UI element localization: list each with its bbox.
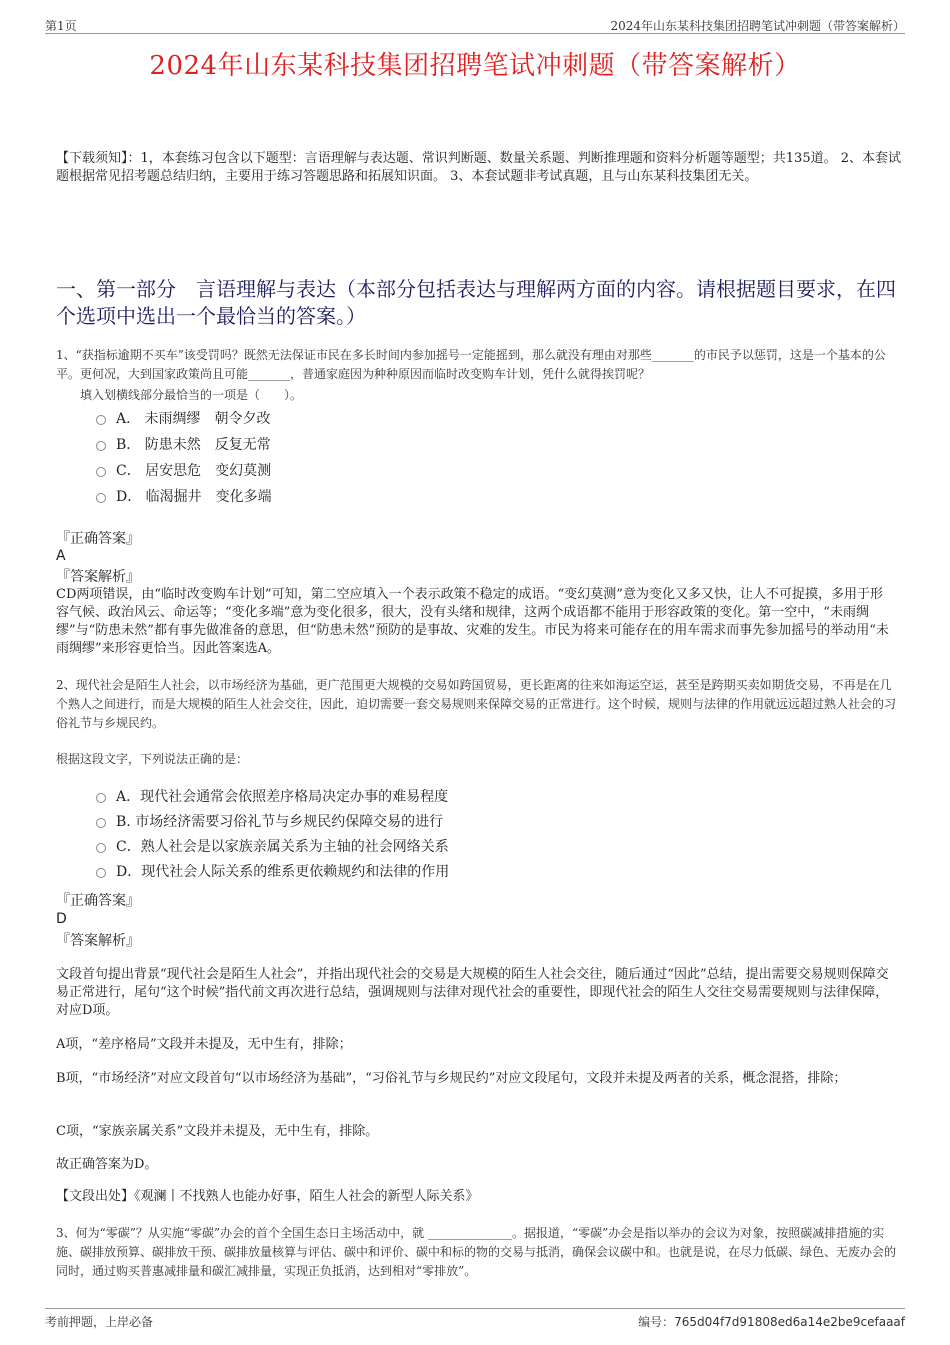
q1-option-c[interactable]: C． 居安思危 变幻莫测	[96, 462, 271, 480]
radio-icon[interactable]	[96, 493, 106, 503]
q1-analysis: CD两项错误，由“临时改变购车计划”可知，第二空应填入一个表示政策不稳定的成语。“变幻莫测”意为变化又多又快，让人不可捉摸，多用于形容气候、政治风云、命运等；“变化多端”意为变化很多，很大，没有头绪和规律，这两个成语都不能用于形容政策的变化。第一空中，“未雨绸缪”与“防患未然”都有事先做准备的意思，但“防患未然”预防的是事故、灾难的发生。市民为将来可能存在的用车需求而事先参加摇号的举动用“未雨绸缪”来形容更恰当。因此答案选A。	[56, 587, 889, 656]
header-divider	[45, 33, 905, 34]
q1-option-d[interactable]: D． 临渴掘井 变化多端	[96, 488, 272, 506]
header-doc-title: 2024年山东某科技集团招聘笔试冲刺题（带答案解析）	[610, 19, 905, 33]
q1-prompt: 填入划横线部分最恰当的一项是（ ）。	[80, 388, 303, 402]
radio-icon[interactable]	[96, 793, 106, 803]
q1-stem: 1、“获指标逾期不买车”该受罚吗？既然无法保证市民在多长时间内参加摇号一定能摇到，那么就没有理由对那些_______的市民予以惩罚，这是一个基本的公平。更何况，大到国家政策尚且可能_______，普通家庭因为种种原因而临时改变购车计划，凭什么就得挨罚呢？	[56, 348, 886, 381]
q3-stem: 3、何为“零碳”？从实施“零碳”办会的首个全国生态日主场活动中，就 ______________。据报道，“零碳”办会是指以举办的会议为对象，按照碳减排措施的实施、碳排放预算、碳排放干预、碳排放量核算与评估、碳中和评价、碳中和标的物的交易与抵消，确保会议碳中和。也就是说，在尽力低碳、绿色、无废办会的同时，通过购买普惠减排量和碳汇减排量，实现正负抵消，达到相对“零排放”。	[56, 1226, 897, 1278]
q2-option-d[interactable]: D．现代社会人际关系的维系更依赖规约和法律的作用	[96, 863, 449, 881]
footer-divider	[45, 1308, 905, 1309]
q1-answer-label: 『正确答案』	[56, 531, 140, 547]
q2-prompt: 根据这段文字，下列说法正确的是：	[56, 752, 249, 766]
q2-conclusion: 故正确答案为D。	[56, 1157, 158, 1172]
download-notice: 【下载须知】：1，本套练习包含以下题型：言语理解与表达题、常识判断题、数量关系题、判断推理题和资料分析题等题型；共135道。 2、本套试题根据常见招考题总结归纳，主要用于练习答题思路和拓展知识面。 3、本套试题非考试真题，且与山东某科技集团无关。	[56, 151, 901, 184]
q2-a-note: A项，“差序格局”文段并未提及，无中生有，排除；	[56, 1037, 352, 1052]
radio-icon[interactable]	[96, 843, 106, 853]
q2-answer: D	[56, 911, 67, 927]
q2-analysis-label: 『答案解析』	[56, 933, 140, 949]
q2-analysis: 文段首句提出背景“现代社会是陌生人社会”，并指出现代社会的交易是大规模的陌生人社会交往，随后通过“因此”总结，提出需要交易规则保障交易正常进行，尾句“这个时候”指代前文再次进行总结，强调规则与法律对现代社会的重要性，即现代社会的陌生人交往交易需要规则与法律保障，对应D项。	[56, 967, 889, 1018]
q2-option-c[interactable]: C．熟人社会是以家族亲属关系为主轴的社会网络关系	[96, 838, 449, 856]
footer-slogan: 考前押题，上岸必备	[45, 1315, 154, 1329]
q2-answer-label: 『正确答案』	[56, 893, 140, 909]
q2-source: 【文段出处】《观澜丨不找熟人也能办好事，陌生人社会的新型人际关系》	[56, 1189, 479, 1204]
q1-answer: A	[56, 548, 66, 564]
q2-c-note: C项，“家族亲属关系”文段并未提及，无中生有，排除。	[56, 1124, 379, 1139]
radio-icon[interactable]	[96, 441, 106, 451]
footer-id: 编号：765d04f7d91808ed6a14e2be9cefaaaf	[638, 1315, 905, 1329]
q2-option-a[interactable]: A．现代社会通常会依照差序格局决定办事的难易程度	[96, 788, 448, 806]
page-title: 2024年山东某科技集团招聘笔试冲刺题（带答案解析）	[149, 51, 801, 81]
q1-analysis-label: 『答案解析』	[56, 569, 140, 585]
q1-option-a[interactable]: A． 未雨绸缪 朝令夕改	[96, 410, 271, 428]
section-heading: 一、第一部分 言语理解与表达（本部分包括表达与理解两方面的内容。请根据题目要求，在四个选项中选出一个最恰当的答案。）	[56, 277, 896, 328]
q2-option-b[interactable]: B. 市场经济需要习俗礼节与乡规民约保障交易的进行	[96, 813, 443, 831]
page-number: 第1页	[45, 19, 77, 33]
radio-icon[interactable]	[96, 868, 106, 878]
q1-option-b[interactable]: B． 防患未然 反复无常	[96, 436, 271, 454]
q2-stem: 2、现代社会是陌生人社会，以市场经济为基础，更广范围更大规模的交易如跨国贸易，更长距离的往来如海运空运，甚至是跨期买卖如期货交易，不再是在几个熟人之间进行，而是大规模的陌生人社会交往，因此，迫切需要一套交易规则来保障交易的正常进行。这个时候，规则与法律的作用就远远超过熟人社会的习俗礼节与乡规民约。	[56, 678, 897, 730]
radio-icon[interactable]	[96, 467, 106, 477]
radio-icon[interactable]	[96, 415, 106, 425]
radio-icon[interactable]	[96, 818, 106, 828]
q2-b-note: B项，“市场经济”对应文段首句“以市场经济为基础”，“习俗礼节与乡规民约”对应文段尾句，文段并未提及两者的关系，概念混搭，排除；	[56, 1071, 847, 1086]
